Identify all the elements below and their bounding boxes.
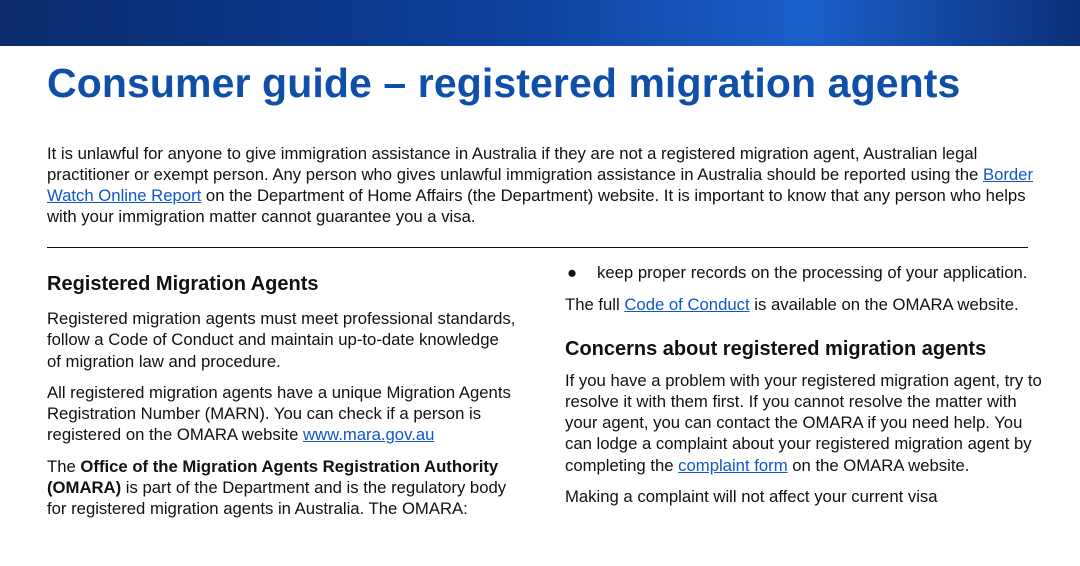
marn-text: All registered migration agents have a unique Migration Agents Registration Number (MARN). You can check if a person is registered on the OMARA website [47, 382, 511, 445]
code-of-conduct-link[interactable]: Code of Conduct [624, 295, 750, 315]
complaint-effect-paragraph: Making a complaint will not affect your current visa [565, 487, 938, 507]
concerns-text-start: If you have a problem with your registered migration agent, try to resolve it with them first. If you cannot resolve the matter with your agent, you can contact the OMARA if you need help. You can lodge a complaint about your registered migration agent by completing the [565, 370, 1042, 475]
marn-paragraph [47, 382, 517, 446]
section-divider [47, 247, 1028, 248]
list-item-text: keep proper records on the processing of your application. [597, 263, 1028, 282]
mara-website-link[interactable]: www.mara.gov.au [303, 425, 435, 445]
header-band [0, 0, 1080, 46]
intro-text-end: on the Department of Home Affairs (the Department) website. It is important to know that any person who helps with your immigration matter cannot guarantee you a visa. [47, 186, 1026, 226]
omara-text-start: The [47, 456, 81, 476]
intro-text-start: It is unlawful for anyone to give immigration assistance in Australia if they are not a registered migration agent, Australian legal practitioner or exempt person. Any person who gives unlawful immigration assistance in Australia should be reported using the [47, 144, 983, 184]
border-watch-link[interactable]: Border Watch Online Report [47, 165, 1034, 205]
omara-paragraph [47, 456, 517, 520]
bullet-icon: ● [567, 263, 578, 282]
intro-paragraph [47, 143, 1047, 227]
page-title: Consumer guide – registered migration agents [47, 60, 961, 106]
complaint-form-link[interactable]: complaint form [678, 455, 788, 475]
section-heading-concerns: Concerns about registered migration agents [565, 337, 987, 360]
omara-name-bold: Office of the Migration Agents Registration Authority (OMARA) [47, 456, 499, 498]
list-item [565, 262, 1050, 283]
right-column [565, 262, 1050, 517]
omara-text-end: is part of the Department and is the regulatory body for registered migration agents in Australia. The OMARA: [47, 478, 507, 519]
code-text-end: is available on the OMARA website. [749, 295, 1019, 315]
standards-paragraph: Registered migration agents must meet professional standards, follow a Code of Conduct and maintain up-to-date knowledge of migration law and procedure. [47, 309, 516, 371]
section-heading-registered-agents: Registered Migration Agents [47, 273, 319, 295]
concerns-paragraph [565, 370, 1050, 476]
left-column [47, 262, 517, 530]
code-text-start: The full [565, 295, 625, 315]
code-of-conduct-paragraph [565, 294, 1050, 315]
concerns-text-end: on the OMARA website. [787, 455, 970, 475]
